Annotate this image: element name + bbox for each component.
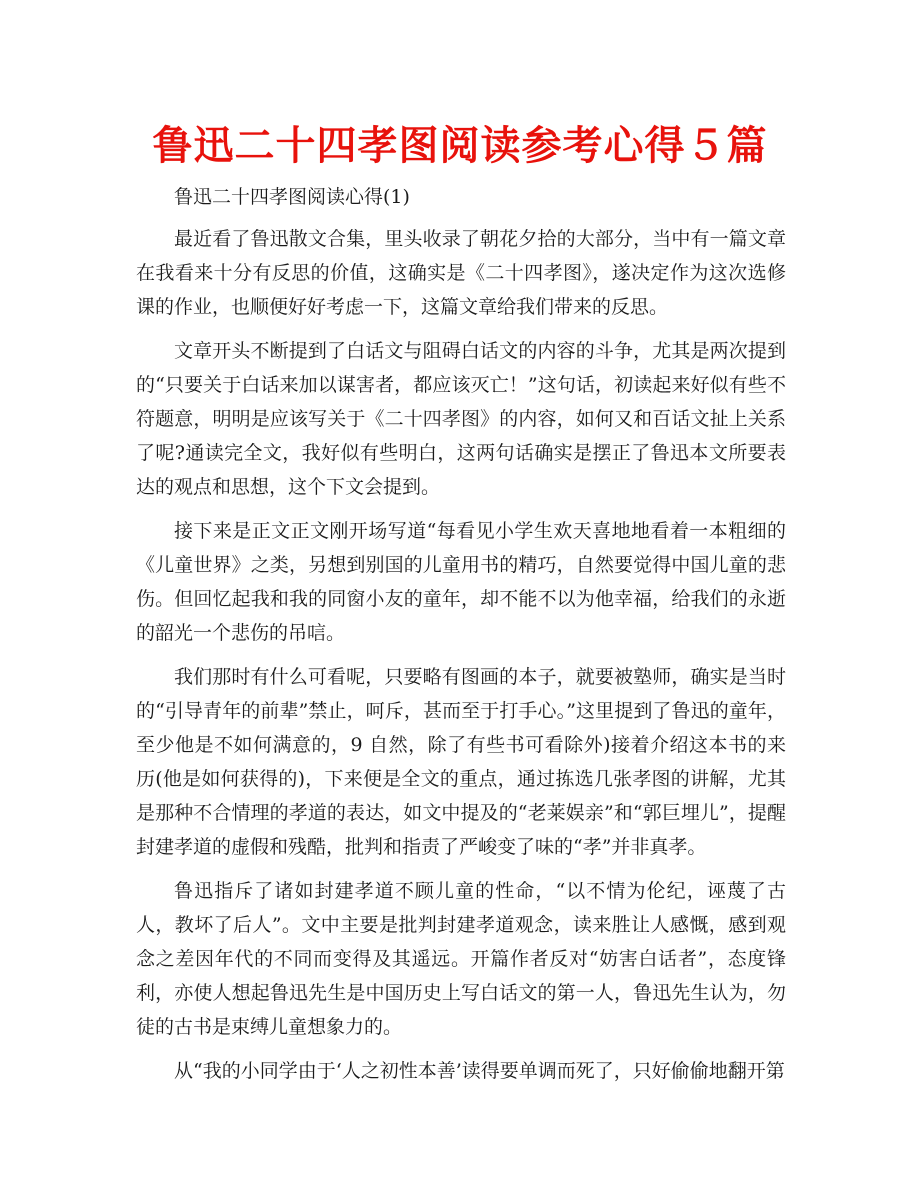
paragraph: 接下来是正文正文刚开场写道“每看见小学生欢天喜地地看着一本粗细的《儿童世界》之类，另想到别国的儿童用书的精巧，自然要觉得中国儿童的悲伤。但回忆起我和我的同窗小友的童年，却不能不以为他幸福，给我们的永逝的韶光一个悲伤的吊唁。 — [136, 520, 786, 644]
section-subheading: 鲁迅二十四孝图阅读心得(1) — [174, 186, 410, 208]
page-title: 鲁迅二十四孝图阅读参考心得５篇 — [152, 123, 768, 169]
paragraph: 我们那时有什么可看呢，只要略有图画的本子，就要被塾师，确实是当时的“引导青年的前辈”禁止，呵斥，甚而至于打手心。”这里提到了鲁迅的童年，至少他是不如何满意的，9 自然，除了有些书可看除外)接着介绍这本书的来历(他是如何获得的)，下来便是全文的重点，通过拣选几张孝图的讲解，尤其是那种不合情理的孝道的表达，如文中提及的“老莱娱亲”和“郭巨埋儿”，提醒封建孝道的虚假和残酷，批判和指责了严峻变了味的“孝”并非真孝。 — [136, 666, 786, 858]
paragraph: 鲁迅指斥了诸如封建孝道不顾儿童的性命，“以不情为伦纪，诬蔑了古人，教坏了后人”。文中主要是批判封建孝道观念，读来胜让人感慨，感到观念之差因年代的不同而变得及其遥远。开篇作者反对“妨害白话者”，态度锋利，亦使人想起鲁迅先生是中国历史上写白话文的第一人，鲁迅先生认为，勿徒的古书是束缚儿童想象力的。 — [136, 880, 786, 1038]
paragraph: 从“我的小同学由于‘人之初性本善’读得要单调而死了，只好偷偷地翻开第 — [174, 1060, 785, 1082]
paragraph: 最近看了鲁迅散文合集，里头收录了朝花夕拾的大部分，当中有一篇文章在我看来十分有反思的价值，这确实是《二十四孝图》，遂决定作为这次选修课的作业，也顺便好好考虑一下，这篇文章给我们带来的反思。 — [136, 228, 786, 318]
document-body — [136, 180, 786, 1098]
paragraph: 文章开头不断提到了白话文与阻碍白话文的内容的斗争，尤其是两次提到的“只要关于白话来加以谋害者，都应该灭亡！”这句话，初读起来好似有些不符题意，明明是应该写关于《二十四孝图》的内容，如何又和百话文扯上关系了呢?通读完全文，我好似有些明白，这两句话确实是摆正了鲁迅本文所要表达的观点和思想，这个下文会提到。 — [136, 340, 786, 498]
